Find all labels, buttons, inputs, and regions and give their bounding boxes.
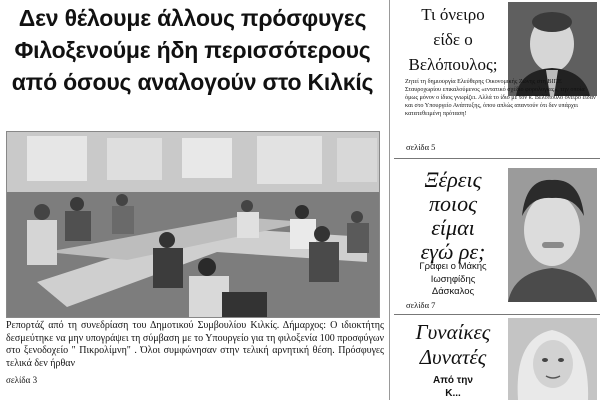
woman-photo (508, 318, 597, 400)
section-divider (394, 314, 600, 315)
author-line: Ιωσηφίδης (430, 273, 476, 285)
author-photo (508, 168, 597, 302)
sidebar1-title (404, 2, 502, 77)
sidebar2-title-line: Ξέρεις (424, 167, 482, 192)
sidebar1-page-ref: σελίδα 5 (406, 142, 436, 152)
author-line: Γράφει ο Μάκης (419, 261, 487, 272)
column-divider (389, 0, 390, 400)
sidebar1-text: Ζητεί τη δημιουργία Ελεύθερης Οικονομικής Ζώνης στη ΒΙΠΕ Σταυροχωρίου επικαλούμενος «εντατικό σχέδιο φορολογίας», την οποία όμως μόνον ο ίδιος γνωρίζει. Αλλά το ίδιο με τον κ. Βελόπουλο όνειρο είδαν και στο Υπουργείο Ανάπτυξης, όπου απλώς απαντούν ότι δεν υπάρχει κατατεθειμένη πρόταση! (405, 78, 596, 117)
headline-line: από όσους αναλογούν στο Κιλκίς (11, 69, 374, 95)
sidebar3-subtitle-line: Από την (433, 375, 473, 386)
sidebar2-title (398, 168, 508, 264)
main-headline (0, 2, 385, 98)
sidebar3-title-line: Δυνατές (419, 345, 487, 369)
headline-line: Δεν θέλουμε άλλους πρόσφυγες (18, 5, 367, 31)
main-caption: Ρεπορτάζ από τη συνεδρίαση του Δημοτικού Συμβουλίου Κιλκίς. Δήμαρχος: Ο ιδιοκτήτης δεσμεύτηκε να μην υπογράψει τη σύμβαση με το Υπουργείο για τη φιλοξενία 100 προσφύγων στο ξενοδοχείο " Πικρολίμνη" . Όλοι συμφώνησαν στην τελική αρνητική θέση. Πρόσφυγες τελικά δεν ήρθαν (6, 320, 384, 369)
sidebar2-author (398, 261, 508, 299)
sidebar3-title (398, 320, 508, 370)
sidebar1-title-line: Βελόπουλος; (408, 55, 498, 74)
author-line: Δάσκαλος (431, 286, 475, 297)
sidebar2-title-line: είμαι (431, 215, 475, 240)
headline-line: Φιλοξενούμε ήδη περισσότερους (14, 37, 371, 63)
sidebar1-title-line: Τι όνειρο (421, 5, 485, 24)
main-page-ref: σελίδα 3 (6, 375, 38, 385)
sidebar3-subtitle-line: Κ... (445, 388, 461, 399)
sidebar2-title-line: εγώ ρε; (420, 239, 486, 264)
sidebar1-title-line: είδε ο (433, 30, 473, 49)
section-divider (394, 158, 600, 159)
sidebar2-page-ref: σελίδα 7 (406, 300, 436, 310)
sidebar2-title-line: ποιος (428, 191, 478, 216)
council-meeting-photo (6, 131, 380, 318)
sidebar3-subtitle (398, 374, 508, 400)
sidebar3-title-line: Γυναίκες (415, 320, 491, 344)
